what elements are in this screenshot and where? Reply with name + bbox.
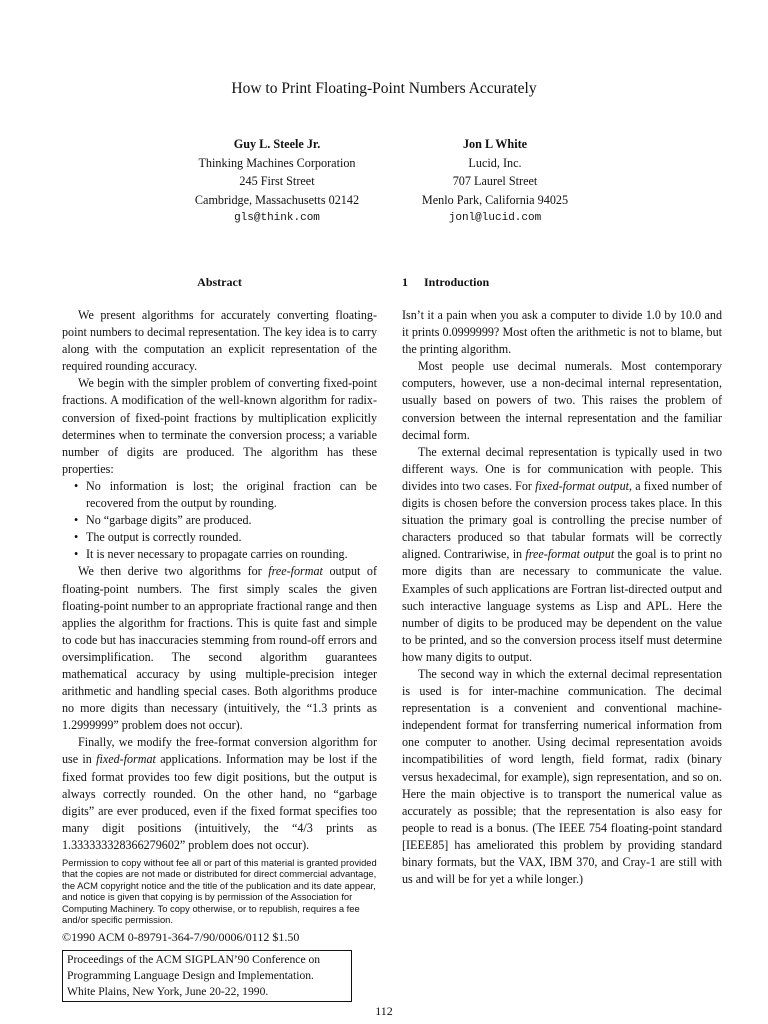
paper-title: How to Print Floating-Point Numbers Accurately <box>231 80 537 97</box>
author-name: Jon L White <box>462 137 528 151</box>
permission-notice: Permission to copy without fee all or part of this material is granted provided that the copies are not made or distributed for direct commercial advantage, the ACM copyright notice and the title of the publication and its date appear, and notice is given that copying is by permission of the Association for Computing Machinery. To copy otherwise, or to republish, requires a fee and/or specific permission. <box>62 857 377 926</box>
author-street: 707 Laurel Street <box>452 174 538 188</box>
author-street: 245 First Street <box>239 174 315 188</box>
property-list <box>62 478 377 563</box>
author-affiliation: Lucid, Inc. <box>468 155 522 170</box>
text-run: output of floating-point numbers. The first simply scales the given floating-point number to an appropriate fractional range and then applies the algorithm for fractions. This is quite fast and simple to code but has inaccuracies stemming from round-off errors and oversimplification. The second algorithm guarantees mathematical accuracy by using multiple-precision integer arithmetic and handling special cases. Both algorithms produce no more digits than necessary (intuitively, the “1.3 prints as 1.2999999” problem does not occur). <box>62 564 377 733</box>
text-run: Finally, we modify the free-format conversion algorithm for use in <box>62 735 377 767</box>
text-run: We then derive two algorithms for <box>78 564 269 579</box>
author-city: Cambridge, Massachusetts 02142 <box>194 192 360 207</box>
emphasis: fixed-format output <box>535 478 630 493</box>
emphasis: free-format <box>268 564 323 579</box>
proceedings-line: Proceedings of the ACM SIGPLAN’90 Conference on <box>67 952 321 966</box>
intro-paragraph <box>402 444 722 666</box>
list-item: • The output is correctly rounded. <box>74 529 377 546</box>
abstract-paragraph <box>62 734 377 854</box>
author-name: Guy L. Steele Jr. <box>233 137 321 151</box>
section-number: 1 <box>402 275 408 289</box>
text-run: , a fixed number of digits is chosen before the conversion process takes place. In this situation the primary goal is controlling the precise number of characters produced so that tabular formats will be correctly aligned. Contrariwise, in <box>402 478 722 562</box>
abstract-paragraph: We begin with the simpler problem of converting fixed-point fractions. A modification of the well-known algorithm for radix-conversion of fixed-point fractions by multiplication explicitly determines when to terminate the conversion process; a variable number of digits are produced. The algorithm has these properties: <box>62 376 377 476</box>
author-city: Menlo Park, California 94025 <box>421 192 569 207</box>
page-number: 112 <box>375 1004 393 1018</box>
intro-paragraph: Isn’t it a pain when you ask a computer to divide 1.0 by 10.0 and it prints 0.0999999? Most often the arithmetic is not to blame, but the printing algorithm. <box>402 308 722 357</box>
abstract-paragraph: We present algorithms for accurately converting floating-point numbers to decimal representation. The key idea is to carry along with the computation an explicit representation of the required rounding accuracy. <box>62 308 377 374</box>
emphasis: free-format output <box>525 547 615 562</box>
author-block-steele <box>176 135 378 228</box>
author-affiliation: Thinking Machines Corporation <box>198 155 356 170</box>
left-column <box>62 274 377 1002</box>
author-email: gls@think.com <box>234 212 320 224</box>
author-block-white <box>400 135 590 228</box>
text-run: The external decimal representation is typically used in two different ways. One is for communication with people. This divides into two cases. For <box>402 444 722 493</box>
intro-paragraph: Most people use decimal numerals. Most contemporary computers, however, use a non-decimal internal representation, usually based on powers of two. This raises the problem of conversion between the internal representation and the familiar decimal form. <box>402 359 722 442</box>
list-item: • It is never necessary to propagate carries on rounding. <box>74 546 377 563</box>
proceedings-line: White Plains, New York, June 20-22, 1990. <box>67 984 269 998</box>
list-item: • No information is lost; the original fraction can be recovered from the output by rounding. <box>74 478 377 512</box>
abstract-paragraph <box>62 563 377 734</box>
text-run: the goal is to print no more digits than are necessary to communicate the value. Examples of such applications are Fortran list-directed output and such interactive language systems as Lisp and APL. Here the number of digits to be produced may be dependent on the value to be printed, and so the conversion process itself must determine how many digits to output. <box>402 547 722 664</box>
proceedings-box <box>62 950 352 1002</box>
list-item: • No “garbage digits” are produced. <box>74 512 377 529</box>
proceedings-line: Programming Language Design and Implementation. <box>67 968 314 982</box>
right-column <box>402 274 722 888</box>
section-title: Introduction <box>424 275 490 289</box>
section-heading-introduction <box>402 274 722 291</box>
intro-paragraph: The second way in which the external decimal representation is used is for inter-machine communication. The decimal representation is a convenient and conventional machine-independent format for transferring numerical information from one computer to another. Using decimal representation avoids incompatibilities of word length, field format, radix (binary versus hexadecimal, for example), sign representation, and so on. Here the main objective is to transport the numerical value as accurately as possible; that the representation is also easy for people to read is a bonus. (The IEEE 754 floating-point standard [IEEE85] has ameliorated this problem by providing standard binary formats, but the VAX, IBM 370, and Cray-1 are still with us and will be for yet a while longer.) <box>402 666 722 887</box>
copyright-line: ©1990 ACM 0-89791-364-7/90/0006/0112 $1.50 <box>62 930 300 945</box>
abstract-heading: Abstract <box>197 275 242 289</box>
author-email: jonl@lucid.com <box>448 212 542 224</box>
text-run: applications. Information may be lost if the fixed format provides too few digit positions, but the output is always correctly rounded. On the other hand, no “garbage digits” are ever produced, even if the fixed format specifies too many digit positions (intuitively, the “4/3 prints as 1.333333328366279602” problem does not occur). <box>62 752 378 852</box>
emphasis: fixed-format <box>96 752 156 767</box>
